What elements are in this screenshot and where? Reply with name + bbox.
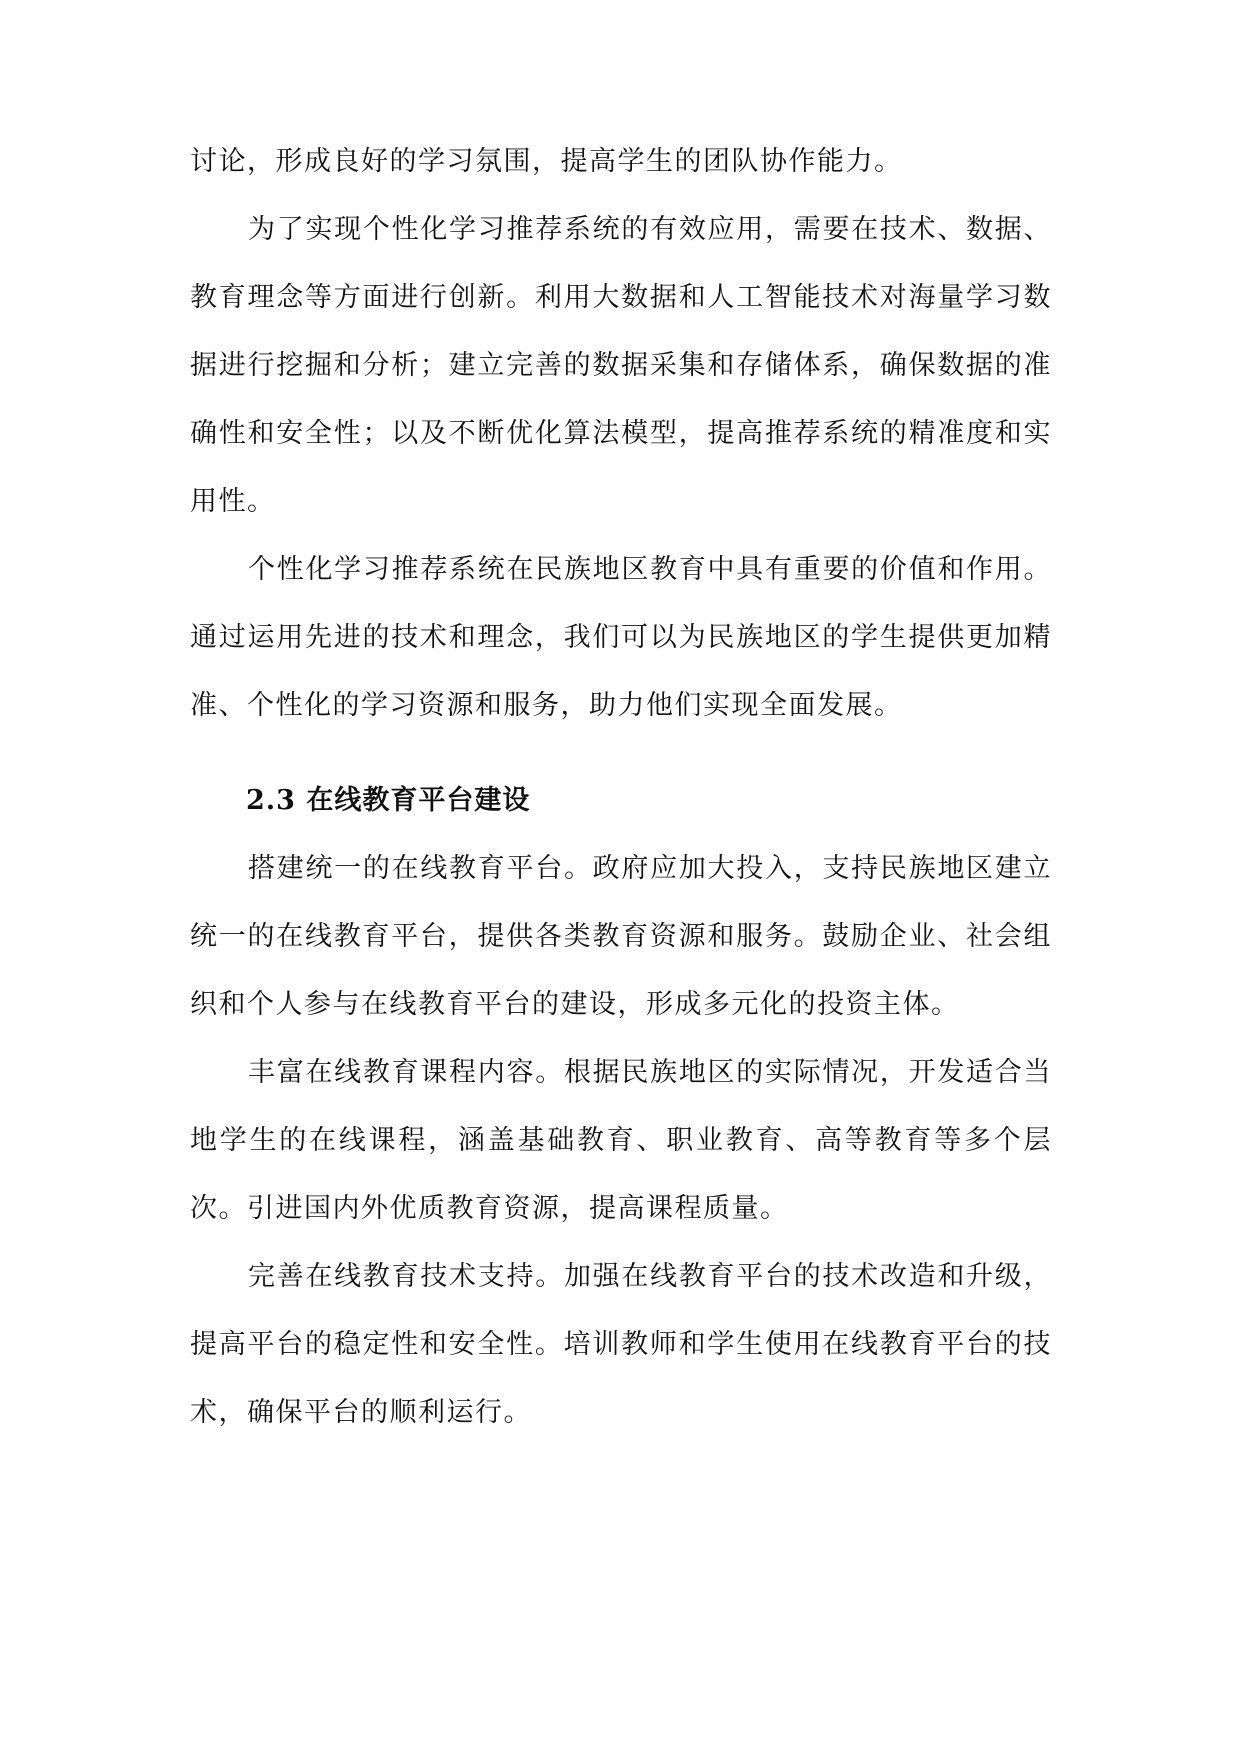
paragraph-unified-platform: 搭建统一的在线教育平台。政府应加大投入，支持民族地区建立统一的在线教育平台，提供各类教育资源和服务。鼓励企业、社会组织和个人参与在线教育平台的建设，形成多元化的投资主体。 bbox=[190, 853, 1052, 1020]
paragraph-recommendation-value: 个性化学习推荐系统在民族地区教育中具有重要的价值和作用。通过运用先进的技术和理念，我们可以为民族地区的学生提供更加精准、个性化的学习资源和服务，助力他们实现全面发展。 bbox=[190, 554, 1052, 721]
paragraph-recommendation-innovation: 为了实现个性化学习推荐系统的有效应用，需要在技术、数据、教育理念等方面进行创新。利用大数据和人工智能技术对海量学习数据进行挖掘和分析；建立完善的数据采集和存储体系，确保数据的准确性和安全性；以及不断优化算法模型，提高推荐系统的精准度和实用性。 bbox=[190, 214, 1052, 517]
paragraph-technical-support: 完善在线教育技术支持。加强在线教育平台的技术改造和升级，提高平台的稳定性和安全性。培训教师和学生使用在线教育平台的技术，确保平台的顺利运行。 bbox=[190, 1261, 1052, 1428]
paragraph-course-content: 丰富在线教育课程内容。根据民族地区的实际情况，开发适合当地学生的在线课程，涵盖基础教育、职业教育、高等教育等多个层次。引进国内外优质教育资源，提高课程质量。 bbox=[190, 1057, 1052, 1224]
document-body bbox=[190, 128, 1052, 1447]
section-title: 在线教育平台建设 bbox=[306, 785, 531, 816]
section-heading bbox=[190, 767, 1052, 835]
paragraph-continuation: 讨论，形成良好的学习氛围，提高学生的团队协作能力。 bbox=[190, 146, 903, 177]
section-number: 2.3 bbox=[246, 785, 296, 816]
